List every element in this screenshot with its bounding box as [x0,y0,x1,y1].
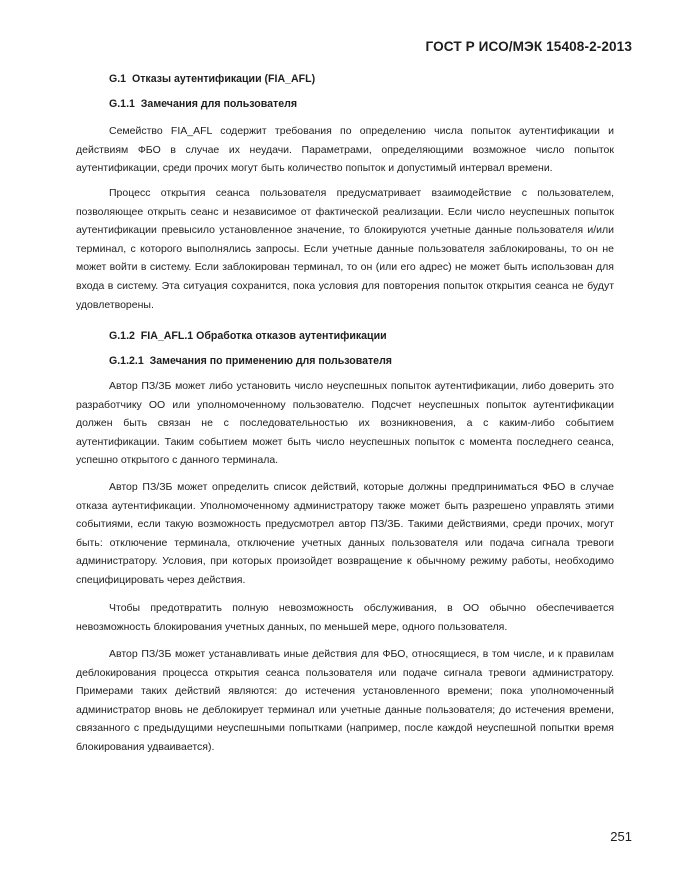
section-heading-g1-2-1: G.1.2.1 Замечания по применению для пользователя [109,355,392,367]
paragraph-4: Автор ПЗ/ЗБ может определить список действий, которые должны предприниматься ФБО в случае отказа аутентификации. Уполномоченному администратору также может быть разрешено управлять этими событиями, если такую возможность предусмотрел автор ПЗ/ЗБ. Такими действиями, среди прочих, могут быть: отключение терминала, отключение учетных данных пользователя или подача сигнала тревоги администратору. Условия, при которых произойдет возвращение к обычному режиму работы, необходимо специфицировать через действия. [76,481,614,586]
section-heading-g1: G.1 Отказы аутентификации (FIA_AFL) [109,73,316,85]
paragraph-6: Автор ПЗ/ЗБ может устанавливать иные действия для ФБО, относящиеся, в том числе, и к правилам деблокирования процесса открытия сеанса пользователя или подаче сигнала тревоги администратору. Примерами таких действий являются: до истечения установленного времени; пока уполномоченный администратор вновь не деблокирует терминал или учетные данные пользователя; до истечения времени, связанного с предыдущими неуспешными попытками (например, после каждой неуспешной попытки время блокирования удваивается). [76,648,614,753]
paragraph-5: Чтобы предотвратить полную невозможность обслуживания, в ОО обычно обеспечивается невозможность блокирования учетных данных, по меньшей мере, одного пользователя. [76,602,614,633]
standard-designation: ГОСТ Р ИСО/МЭК 15408-2-2013 [425,39,632,54]
section-heading-g1-2: G.1.2 FIA_AFL.1 Обработка отказов аутентификации [109,330,387,342]
paragraph-3: Автор ПЗ/ЗБ может либо установить число неуспешных попыток аутентификации, либо доверить это разработчику ОО или уполномоченному пользователю. Подсчет неуспешных попыток аутентификации должен быть связан не с последовательностью их возникновения, а с каким-либо событием аутентификации. Таким событием может быть число неуспешных попыток с момента последнего сеанса, успешно открытого с данного терминала. [76,380,614,467]
paragraph-1: Семейство FIA_AFL содержит требования по определению числа попыток аутентификации и действиям ФБО в случае их неудачи. Параметрами, определяющими возможное число попыток аутентификации, среди прочих могут быть количество попыток и допустимый интервал времени. [76,125,614,175]
page-number: 251 [610,829,632,844]
paragraph-2: Процесс открытия сеанса пользователя предусматривает взаимодействие с пользователем, позволяющее открыть сеанс и независимое от фактической реализации. Если число неуспешных попыток аутентификации превысило установленное значение, то блокируются учетные данные пользователя и/или терминал, с которого выполнялись запросы. Если учетные данные пользователя заблокированы, то он не может войти в систему. Если заблокирован терминал, то он (или его адрес) не может быть использован для входа в систему. Эта ситуация сохранится, пока условия для повторения попыток открытия сеанса не будут удовлетворены. [76,187,614,311]
section-heading-g1-1: G.1.1 Замечания для пользователя [109,98,298,110]
